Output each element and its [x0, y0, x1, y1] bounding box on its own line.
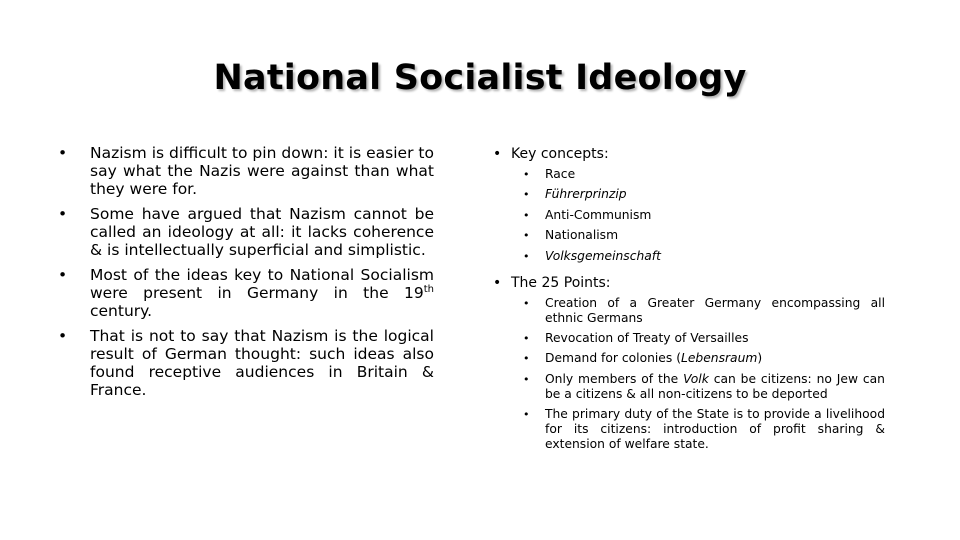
concept-item: • Nationalism — [523, 228, 619, 243]
concept-item: • Anti-Communism — [523, 207, 652, 222]
left-bullet-text: Some have argued that Nazism cannot be called an ideology at all: it lacks coherence & is intellectually superficial and simplistic. — [90, 205, 434, 259]
bullet-icon: • — [523, 168, 530, 181]
key-concepts-list — [493, 167, 885, 264]
concept-item: • Volksgemeinschaft — [523, 248, 661, 263]
left-bullet-text: Nazism is difficult to pin down: it is easier to say what the Nazis were against than what they were for. — [90, 144, 434, 198]
left-bullet-3 — [58, 266, 434, 320]
concept-item: • Race — [523, 167, 576, 181]
bullet-icon: • — [523, 331, 530, 345]
points-25-list — [493, 296, 885, 453]
point-item: • Creation of a Greater Germany encompassing all ethnic Germans — [523, 295, 885, 325]
bullet-icon: • — [58, 205, 68, 223]
left-bullet-2 — [58, 205, 434, 259]
points-25-heading: • The 25 Points: — [493, 274, 611, 291]
concept-item: • Führerprinzip — [523, 187, 627, 202]
point-item: • Only members of the Volk can be citizens: no Jew can be a citizens & all non-citizens to be deported — [523, 371, 885, 401]
left-bullet-1 — [58, 144, 434, 198]
bullet-icon: • — [523, 208, 530, 222]
bullet-icon: • — [523, 249, 530, 263]
point-item: • Demand for colonies (Lebensraum) — [523, 351, 763, 366]
superscript: th — [423, 284, 434, 295]
right-column — [493, 145, 885, 462]
bullet-icon: • — [493, 146, 502, 162]
slide-title: National Socialist Ideology — [213, 58, 747, 98]
left-bullet-4 — [58, 327, 434, 399]
bullet-icon: • — [58, 144, 68, 162]
left-bullet-text: Most of the ideas key to National Socialism were present in Germany in the 19th century. — [90, 266, 434, 320]
point-item: • Revocation of Treaty of Versailles — [523, 330, 749, 345]
bullet-icon: • — [523, 372, 530, 386]
bullet-icon: • — [493, 274, 502, 291]
bullet-icon: • — [58, 266, 68, 284]
bullet-icon: • — [58, 327, 68, 345]
bullet-icon: • — [523, 188, 530, 202]
bullet-icon: • — [523, 296, 530, 310]
left-column — [58, 144, 434, 406]
key-concepts-heading: • Key concepts: — [493, 146, 609, 162]
bullet-icon: • — [523, 352, 530, 366]
point-item: • The primary duty of the State is to provide a livelihood for its citizens: introduction of profit sharing & extension of welfare state. — [523, 407, 885, 452]
bullet-icon: • — [523, 408, 530, 422]
bullet-icon: • — [523, 229, 530, 243]
left-bullet-text: That is not to say that Nazism is the logical result of German thought: such ideas also found receptive audiences in Britain & France. — [90, 327, 434, 399]
